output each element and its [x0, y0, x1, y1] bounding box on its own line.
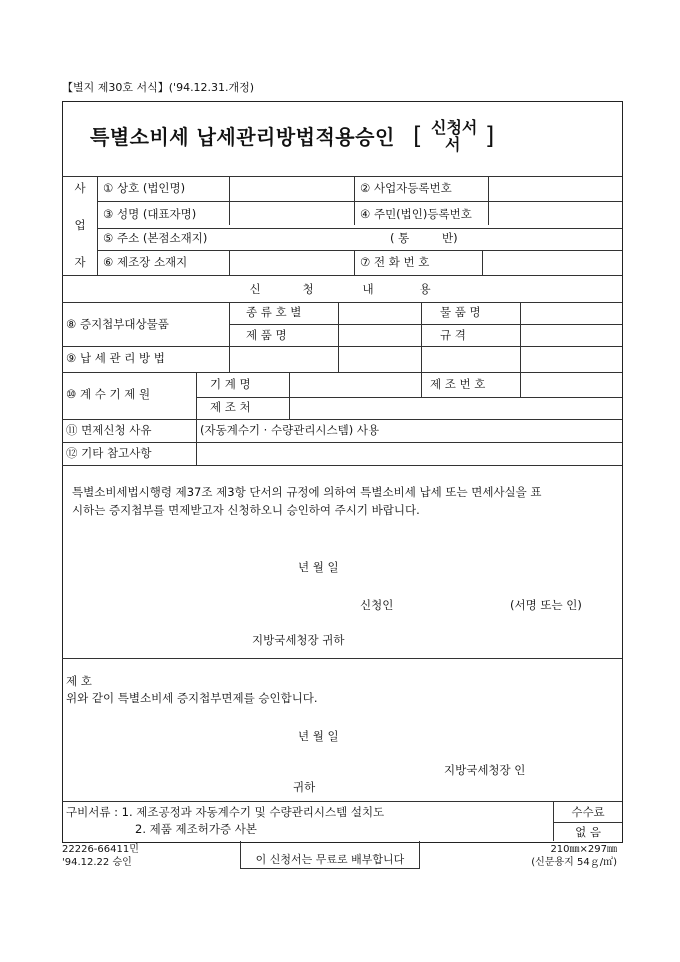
representative-name-label: ③ 성명 (대표자명): [103, 207, 197, 221]
application-heading-char-3: 내: [362, 282, 374, 296]
maker-header: 제 조 처: [210, 400, 251, 414]
required-docs-item-2: 2. 제품 제조허가증 사본: [135, 822, 257, 836]
declaration-applicant: 신청인: [360, 598, 394, 612]
approval-date-note: '94.12.22 승인: [62, 857, 132, 868]
fee-label: 수수료: [571, 805, 605, 819]
address-label: ⑤ 주소 (본점소재지): [103, 231, 208, 245]
applicant-section-char-1: 사: [74, 181, 86, 195]
title-bracket-top: 신청서: [431, 118, 478, 137]
page-title: 특별소비세 납세관리방법적용승인: [90, 125, 395, 149]
type-number-header: 종 류 호 별: [246, 305, 302, 319]
required-docs-label: 구비서류 : 1. 제조공정과 자동계수기 및 수량관리시스템 설치도: [66, 805, 385, 819]
approval-text: 위와 같이 특별소비세 증지첩부면제를 승인합니다.: [66, 691, 318, 705]
declaration-date: 년 월 일: [298, 560, 339, 574]
applicant-section-char-2: 업: [74, 218, 86, 232]
phone-label: ⑦ 전 화 번 호: [360, 255, 430, 269]
declaration-addressee: 지방국세청장 귀하: [252, 633, 345, 647]
goods-name-header: 물 품 명: [440, 305, 481, 319]
form-code: 22226-66411민: [62, 844, 139, 855]
resident-reg-no-label: ④ 주민(법인)등록번호: [360, 207, 472, 221]
declaration-sign: (서명 또는 인): [510, 598, 582, 612]
paper-size: 210㎜×297㎜: [550, 844, 617, 855]
title-bracket-bottom: 서: [445, 135, 461, 154]
business-reg-no-label: ② 사업자등록번호: [360, 181, 452, 195]
approval-issuer: 지방국세청장 인: [444, 763, 526, 777]
machine-name-header: 기 계 명: [210, 377, 251, 391]
title-bracket-open: [: [413, 122, 423, 150]
form-number-label: 【별지 제30호 서식】('94.12.31.개정): [62, 81, 255, 94]
item-label: ⑧ 증지첩부대상물품: [66, 317, 169, 331]
tong-label: ( 통: [390, 231, 410, 245]
application-heading-char-2: 청: [302, 282, 314, 296]
spec-header: 규 격: [440, 328, 466, 342]
free-notice: 이 신청서는 무료로 배부합니다: [255, 853, 405, 866]
fee-value: 없 음: [575, 825, 601, 839]
trade-name-label: ① 상호 (법인명): [103, 181, 186, 195]
exemption-reason-value: (자동계수기 · 수량관리시스템) 사용: [200, 423, 380, 437]
approval-number: 제 호: [66, 674, 92, 688]
application-heading-char-4: 용: [419, 282, 431, 296]
approval-date: 년 월 일: [298, 729, 339, 743]
serial-no-header: 제 조 번 호: [430, 377, 486, 391]
declaration-line-2: 시하는 증지첩부를 면제받고자 신청하오니 승인하여 주시기 바랍니다.: [72, 503, 420, 517]
other-notes-label: ⑫ 기타 참고사항: [66, 446, 152, 460]
product-name-header: 제 품 명: [246, 328, 287, 342]
declaration-line-1: 특별소비세법시행령 제37조 제3항 단서의 규정에 의하여 특별소비세 납세 또는 면세사실을 표: [72, 485, 542, 499]
paper-type: (신문용지 54ｇ/㎡): [531, 857, 617, 868]
exemption-reason-label: ⑪ 면제신청 사유: [66, 423, 152, 437]
factory-location-label: ⑥ 제조장 소재지: [103, 255, 188, 269]
application-heading-char-1: 신: [249, 282, 261, 296]
ban-label: 반): [442, 231, 458, 245]
approval-addressee: 귀하: [293, 780, 316, 794]
tax-method-label: ⑨ 납 세 관 리 방 법: [66, 351, 165, 365]
applicant-section-char-3: 자: [74, 255, 86, 269]
title-bracket-close: ]: [485, 122, 495, 150]
meter-spec-label: ⑩ 계 수 기 제 원: [66, 387, 151, 401]
